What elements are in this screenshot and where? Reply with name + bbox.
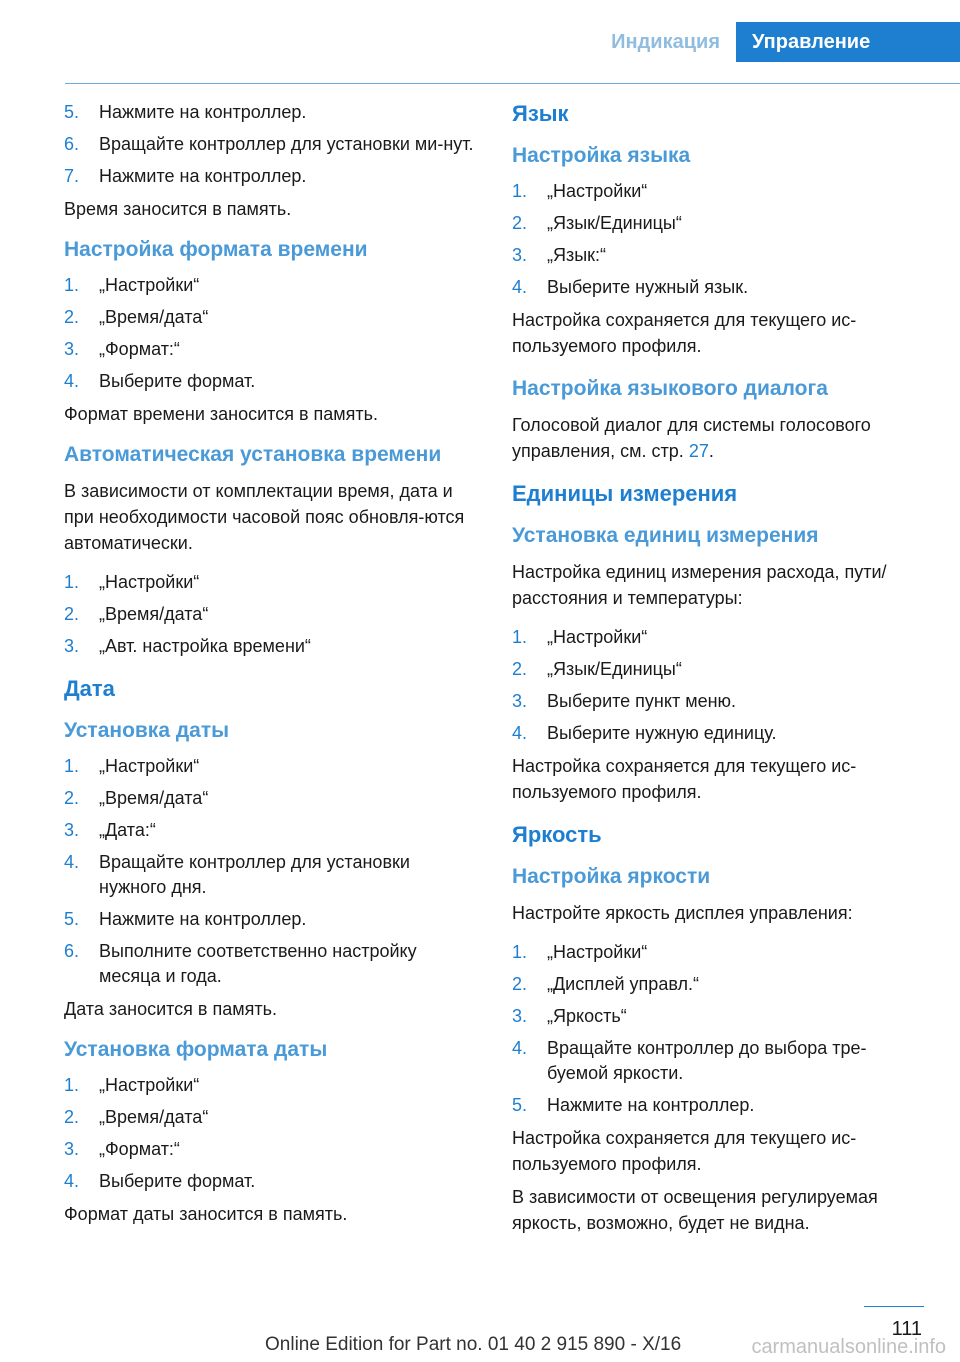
list-item xyxy=(64,164,478,189)
steps-list xyxy=(64,100,478,189)
list-item-text: „Язык/Единицы“ xyxy=(547,213,682,233)
steps-list xyxy=(512,179,922,300)
list-item-number: 1. xyxy=(64,1075,80,1095)
list-item-text: Вращайте контроллер для установки ми-нут. xyxy=(99,134,474,154)
list-item-text: Нажмите на контроллер. xyxy=(547,1095,755,1115)
list-item-number: 5. xyxy=(64,102,80,122)
list-item xyxy=(64,1105,478,1130)
list-item-number: 1. xyxy=(512,942,528,962)
list-item-number: 4. xyxy=(512,723,528,743)
list-item-number: 3. xyxy=(512,691,528,711)
section-heading: Настройка языкового диалога xyxy=(512,377,828,400)
chapter-heading: Яркость xyxy=(512,822,602,847)
list-item xyxy=(64,786,478,811)
list-item xyxy=(512,657,922,682)
page-number: 111 xyxy=(891,1318,922,1340)
list-item-number: 4. xyxy=(64,1171,80,1191)
list-item-text: Нажмите на контроллер. xyxy=(99,166,307,186)
list-item-text: „Настройки“ xyxy=(547,942,648,962)
list-item xyxy=(64,132,478,157)
list-item-text: „Дата:“ xyxy=(99,820,156,840)
paragraph: Настройка сохраняется для текущего ис-пользуемого профиля. xyxy=(512,310,857,356)
list-item xyxy=(64,634,478,659)
list-item xyxy=(512,1093,922,1118)
edition-note: Online Edition for Part no. 01 40 2 915 890 - X/16 xyxy=(265,1334,682,1355)
list-item xyxy=(512,721,922,746)
steps-list xyxy=(64,273,478,394)
list-item-number: 1. xyxy=(64,572,80,592)
list-item-number: 7. xyxy=(64,166,80,186)
list-item-text: „Время/дата“ xyxy=(99,1107,209,1127)
list-item-text: Выберите пункт меню. xyxy=(547,691,737,711)
list-item-number: 2. xyxy=(512,659,528,679)
list-item xyxy=(64,100,478,125)
steps-list xyxy=(512,940,922,1118)
list-item-text: „Язык/Единицы“ xyxy=(547,659,682,679)
steps-list xyxy=(64,570,478,659)
list-item-number: 1. xyxy=(512,181,528,201)
list-item-number: 2. xyxy=(512,974,528,994)
paragraph-text: . xyxy=(708,441,714,461)
list-item xyxy=(512,972,922,997)
list-item xyxy=(512,1036,922,1086)
paragraph: Настройка единиц измерения расхода, пути/расстояния и температуры: xyxy=(512,562,887,608)
list-item-number: 3. xyxy=(64,820,80,840)
list-item-text: „Авт. настройка времени“ xyxy=(99,636,311,656)
paragraph: В зависимости от комплектации время, дата и при необходимости часовой пояс обновля-ются автоматически. xyxy=(64,481,465,553)
list-item xyxy=(64,337,478,362)
paragraph: Дата заносится в память. xyxy=(64,999,277,1019)
list-item xyxy=(512,211,922,236)
list-item xyxy=(64,273,478,298)
list-item-text: Выполните соответственно настройку месяца и года. xyxy=(99,941,417,986)
section-heading: Установка единиц измерения xyxy=(512,524,819,547)
list-item xyxy=(64,907,478,932)
paragraph: В зависимости от освещения регулируемая яркость, возможно, будет не видна. xyxy=(512,1187,878,1233)
paragraph: Настройте яркость дисплея управления: xyxy=(512,903,853,923)
paragraph-text: Голосовой диалог для системы голосового управления, см. стр. xyxy=(512,415,871,461)
list-item-number: 4. xyxy=(64,852,80,872)
list-item-number: 4. xyxy=(512,1038,528,1058)
list-item-text: „Настройки“ xyxy=(547,181,648,201)
list-item-number: 4. xyxy=(512,277,528,297)
footer-divider xyxy=(864,1306,924,1307)
header-divider xyxy=(65,83,960,84)
section-heading: Настройка формата времени xyxy=(64,238,368,261)
list-item-number: 2. xyxy=(64,604,80,624)
section-heading: Автоматическая установка времени xyxy=(64,443,442,466)
paragraph: Настройка сохраняется для текущего ис-пользуемого профиля. xyxy=(512,1128,857,1174)
list-item-number: 1. xyxy=(64,756,80,776)
list-item xyxy=(512,1004,922,1029)
list-item-text: „Время/дата“ xyxy=(99,307,209,327)
list-item-number: 3. xyxy=(512,1006,528,1026)
list-item-number: 3. xyxy=(512,245,528,265)
section-heading: Установка даты xyxy=(64,719,230,742)
list-item-number: 2. xyxy=(64,788,80,808)
chapter-heading: Язык xyxy=(512,101,569,126)
list-item xyxy=(64,754,478,779)
tab-control[interactable]: Управление xyxy=(736,22,960,62)
list-item xyxy=(64,1137,478,1162)
list-item-number: 4. xyxy=(64,371,80,391)
paragraph: Формат даты заносится в память. xyxy=(64,1204,348,1224)
list-item-text: „Настройки“ xyxy=(547,627,648,647)
list-item-text: Выберите формат. xyxy=(99,1171,256,1191)
list-item xyxy=(512,179,922,204)
paragraph: Настройка сохраняется для текущего ис-пользуемого профиля. xyxy=(512,756,857,802)
list-item-number: 1. xyxy=(512,627,528,647)
page-reference-link[interactable]: 27 xyxy=(688,441,709,461)
list-item-number: 2. xyxy=(64,307,80,327)
list-item-text: Выберите нужный язык. xyxy=(547,277,749,297)
list-item-text: „Настройки“ xyxy=(99,1075,200,1095)
list-item xyxy=(512,625,922,650)
list-item-text: „Настройки“ xyxy=(99,572,200,592)
list-item-text: „Формат:“ xyxy=(99,339,180,359)
list-item xyxy=(64,305,478,330)
page-header xyxy=(0,22,960,62)
list-item xyxy=(512,275,922,300)
list-item-text: Выберите формат. xyxy=(99,371,256,391)
list-item-text: Вращайте контроллер до выбора тре-буемой яркости. xyxy=(547,1038,867,1083)
list-item xyxy=(512,940,922,965)
list-item-number: 6. xyxy=(64,134,80,154)
list-item-text: „Формат:“ xyxy=(99,1139,180,1159)
list-item-text: Нажмите на контроллер. xyxy=(99,909,307,929)
chapter-heading: Дата xyxy=(64,676,115,701)
list-item xyxy=(512,689,922,714)
list-item xyxy=(64,602,478,627)
list-item-number: 5. xyxy=(512,1095,528,1115)
list-item-text: „Язык:“ xyxy=(547,245,607,265)
section-heading: Настройка яркости xyxy=(512,865,711,888)
section-heading: Настройка языка xyxy=(512,144,691,167)
list-item xyxy=(512,243,922,268)
list-item xyxy=(64,850,478,900)
list-item-text: Нажмите на контроллер. xyxy=(99,102,307,122)
list-item xyxy=(64,570,478,595)
list-item-number: 6. xyxy=(64,941,80,961)
left-column xyxy=(64,100,478,1234)
list-item xyxy=(64,1169,478,1194)
list-item-number: 5. xyxy=(64,909,80,929)
list-item-text: „Настройки“ xyxy=(99,275,200,295)
list-item-number: 1. xyxy=(64,275,80,295)
right-column xyxy=(512,100,922,1243)
list-item-text: „Настройки“ xyxy=(99,756,200,776)
list-item-text: „Время/дата“ xyxy=(99,604,209,624)
tab-indication[interactable]: Индикация xyxy=(611,31,720,53)
list-item-text: „Дисплей управл.“ xyxy=(547,974,699,994)
paragraph: Формат времени заносится в память. xyxy=(64,404,379,424)
list-item xyxy=(64,818,478,843)
section-heading: Установка формата даты xyxy=(64,1038,328,1061)
list-item-text: Выберите нужную единицу. xyxy=(547,723,777,743)
list-item-number: 3. xyxy=(64,636,80,656)
paragraph: Время заносится в память. xyxy=(64,199,292,219)
steps-list xyxy=(512,625,922,746)
list-item-number: 2. xyxy=(512,213,528,233)
steps-list xyxy=(64,754,478,989)
paragraph xyxy=(512,412,922,464)
list-item-text: Вращайте контроллер для установки нужного дня. xyxy=(99,852,410,897)
list-item xyxy=(64,1073,478,1098)
list-item-number: 3. xyxy=(64,339,80,359)
watermark: carmanualsonline.info xyxy=(751,1336,946,1358)
steps-list xyxy=(64,1073,478,1194)
list-item xyxy=(64,369,478,394)
chapter-heading: Единицы измерения xyxy=(512,481,738,506)
list-item-text: „Яркость“ xyxy=(547,1006,627,1026)
list-item-number: 2. xyxy=(64,1107,80,1127)
list-item-number: 3. xyxy=(64,1139,80,1159)
list-item xyxy=(64,939,478,989)
list-item-text: „Время/дата“ xyxy=(99,788,209,808)
